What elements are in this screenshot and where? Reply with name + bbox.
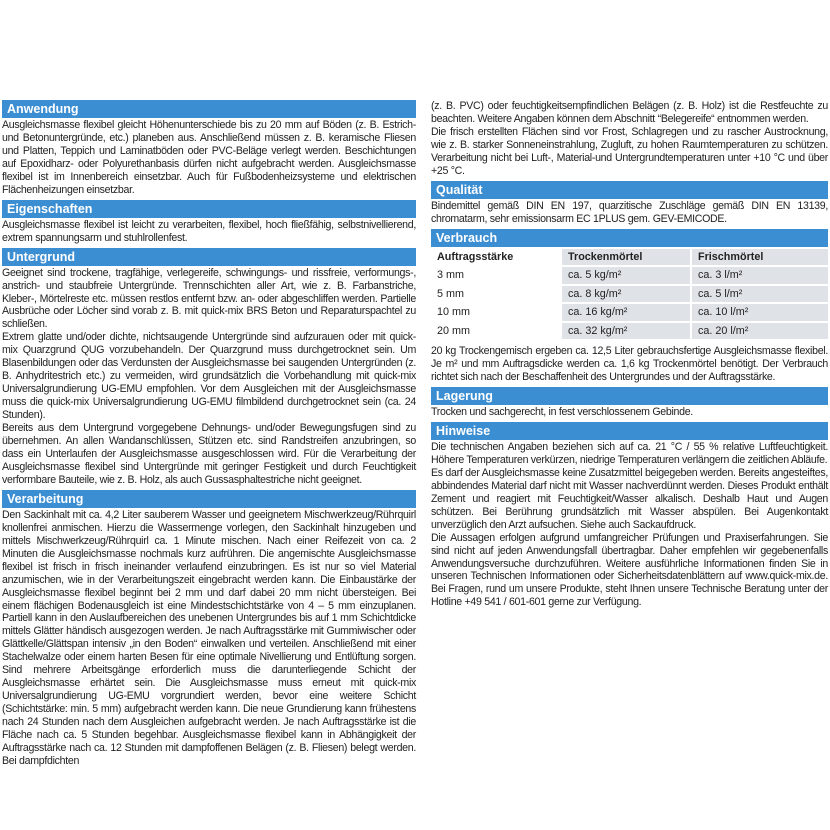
datasheet-page — [0, 100, 830, 830]
right-column — [431, 100, 828, 612]
section-title-untergrund: Untergrund — [2, 248, 416, 266]
anwendung-text: Ausgleichsmasse flexibel gleicht Höhenunterschiede bis zu 20 mm auf Böden (z. B. Estrich- und Betonuntergründe, etc.) planeben aus. Anschließend müssen z. B. keramische Fliesen und Platten, Teppich und Laminatböden oder PVC-Beläge verlegt werden. Beschichtungen auf Epoxidharz- oder Polyurethanbasis dürfen nicht aufgebracht werden. Ausgleichsmasse flexibel ist im Innenbereich einsetzbar. Auch für Fußbodenheizsysteme und elektrischen Flächenheizungen einsetzbar. — [2, 119, 416, 196]
table-row — [431, 266, 828, 285]
section-title-verbrauch: Verbrauch — [431, 229, 828, 247]
table-row — [431, 322, 828, 341]
verarbeitung-continued-text: (z. B. PVC) oder feuchtigkeitsempfindlichen Belägen (z. B. Holz) ist die Restfeuchte zu beachten. Weitere Angaben können dem Abschnitt “Belegereife“ entnommen werden. Die frisch erstellten Flächen sind vor Frost, Schlagregen und zu rascher Austrocknung, wie z. B. starker Sonneneinstrahlung, Zugluft, zu hohen Raumtemperaturen zu schützen. Verarbeitung nicht bei Luft-, Material-und Untergrundtemperaturen unter +10 °C und über +25 °C. — [431, 100, 828, 177]
table-cell: ca. 16 kg/m² — [561, 303, 691, 322]
table-cell: ca. 32 kg/m² — [561, 322, 691, 341]
table-cell: ca. 8 kg/m² — [561, 285, 691, 304]
section-title-qualitaet: Qualität — [431, 181, 828, 199]
table-cell: ca. 5 kg/m² — [561, 266, 691, 285]
verbrauch-text: 20 kg Trockengemisch ergeben ca. 12,5 Liter gebrauchsfertige Ausgleichsmasse flexibel. Je m² und mm Auftragsdicke werden ca. 1,6 kg Trockenmörtel benötigt. Der Verbrauch richtet sich nach der Beschaffenheit des Untergrundes und der Auftragsstärke. — [431, 345, 828, 384]
qualitaet-text: Bindemittel gemäß DIN EN 197, quarzitische Zuschläge gemäß DIN EN 13139, chromatarm, sehr emissionsarm EC 1PLUS gem. GEV-EMICODE. — [431, 199, 828, 225]
table-cell: ca. 10 l/m² — [691, 303, 828, 322]
consumption-table — [431, 249, 828, 342]
table-cell: 3 mm — [431, 266, 561, 285]
table-cell: 5 mm — [431, 285, 561, 304]
section-title-eigenschaften: Eigenschaften — [2, 200, 416, 218]
table-header-row — [431, 249, 828, 267]
section-title-anwendung: Anwendung — [2, 100, 416, 118]
hinweise-text: Die technischen Angaben beziehen sich auf ca. 21 °C / 55 % relative Luftfeuchtigkeit. Höhere Temperaturen verkürzen, niedrige Temperaturen verlängern die zeitlichen Abläufe. Es darf der Ausgleichsmasse keine Zusatzmittel beigegeben werden. Bereits angesteiftes, abbindendes Material darf nicht mit Wasser nachverdünnt werden. Dieses Produkt enthält Zement und reagiert mit Feuchtigkeit/Wasser alkalisch. Deshalb Haut und Augen schützen. Bei Berührung grundsätzlich mit Wasser abspülen. Bei Augenkontakt unverzüglich den Arzt aufsuchen. Siehe auch Sackaufdruck. Die Aussagen erfolgen aufgrund umfangreicher Prüfungen und Praxiserfahrungen. Sie sind nicht auf jeden Anwendungsfall übertragbar. Daher empfehlen wir gegebenenfalls Anwendungsversuche durchzuführen. Weitere ausführliche Informationen finden Sie in unseren Technischen Informationen oder Sicherheitsdatenblättern auf www.quick-mix.de. Bei Fragen, rund um unsere Produkte, steht Ihnen unsere Technische Beratung unter der Hotline +49 541 / 601-601 gerne zur Verfügung. — [431, 440, 828, 609]
table-header-cell: Auftragsstärke — [431, 249, 561, 267]
lagerung-text: Trocken und sachgerecht, in fest verschlossenem Gebinde. — [431, 405, 693, 418]
section-title-hinweise: Hinweise — [431, 422, 828, 440]
table-cell: ca. 5 l/m² — [691, 285, 828, 304]
table-cell: 10 mm — [431, 303, 561, 322]
table-cell: 20 mm — [431, 322, 561, 341]
verarbeitung-text: Den Sackinhalt mit ca. 4,2 Liter sauberem Wasser und geeignetem Mischwerkzeug/Rührquirl knollenfrei anmischen. Hierzu die Wassermenge vorlegen, den Sackinhalt hinzugeben und mittels Mischwerkzeug/Rührquirl ca. 1 Minute mischen. Nach einer Reifezeit von ca. 2 Minuten die Ausgleichsmasse nochmals kurz aufrühren. Die angemischte Ausgleichsmasse flexibel ist frisch in frisch ineinander verlaufend einzubringen. Es ist nur so viel Material anzumischen, wie in der Verarbeitungszeit eingebracht werden kann. Die Einbaustärke der Ausgleichsmasse flexibel beginnt bei 2 mm und darf dabei 20 mm nicht übersteigen. Bei einem flächigen Bodenausgleich ist eine Mindestschichtstärke von 4 – 5 mm einzuplanen. Partiell kann in den Auslaufbereichen des unebenen Untergrundes bis auf 1 mm Schichtdicke mittels Glätter händisch ausgezogen werden. Je nach Auftragsstärke mit Gummiwischer oder Glättkelle/Glättspan intensiv „in den Boden“ einwalken und verteilen. Anschließend mit einer Stachelwalze oder einem harten Besen für eine optimale Nivellierung und Entlüftung sorgen. Sind mehrere Arbeitsgänge erforderlich muss die darunterliegende Schicht der Ausgleichsmasse erhärtet sein. Die Ausgleichsmasse muss erneut mit quick-mix Universalgrundierung UG-EMU vorgrundiert werden, bevor eine weitere Schicht (Schichtstärke: min. 5 mm) aufgebracht werden kann. Die neue Grundierung kann frühestens nach 24 Stunden nach dem Ausgleichen aufgebracht werden. Je nach Auftragsstärke ist die Fläche nach ca. 5 Stunden begehbar. Ausgleichsmasse flexibel kann in Abhängigkeit der Auftragsstärke nach ca. 12 Stunden mit dampfoffenen Belägen (z. B. Fliesen) belegt werden. Bei dampfdichten — [2, 508, 416, 767]
table-row — [431, 285, 828, 304]
table-header-cell: Trockenmörtel — [561, 249, 691, 267]
table-cell: ca. 3 l/m² — [691, 266, 828, 285]
table-row — [431, 303, 828, 322]
table-cell: ca. 20 l/m² — [691, 322, 828, 341]
untergrund-text: Geeignet sind trockene, tragfähige, verlegereife, schwingungs- und rissfreie, verformungs-, anstrich- und staubfreie Untergründe. Trennschichten aller Art, wie z. B. Farbanstriche, Kleber-, Mörtelreste etc. müssen restlos entfernt bzw. an- oder abgeschliffen werden. Partielle Ausbrüche oder Löcher sind vorab z. B. mit quick-mix BRS Beton und Reparaturspachtel zu schließen. Extrem glatte und/oder dichte, nichtsaugende Untergründe sind aufzurauen oder mit quick-mix Quarzgrund QUG vorzubehandeln. Der Quarzgrund muss durchgetrocknet sein. Um Blasenbildungen oder das Verdunsten der Ausgleichsmasse bei saugenden Untergründen (z. B. Anhydritestrich etc.) zu vermeiden, wird grundsätzlich die Vorbehandlung mit quick-mix Universalgrundierung UG-EMU empfohlen. Vor dem Ausgleichen mit der Ausgleichsmasse muss die quick-mix Universalgrundierung UG-EMU filmbildend durchgetrocknet sein (ca. 24 Stunden). Bereits aus dem Untergrund vorgegebene Dehnungs- und/oder Bewegungsfugen sind zu übernehmen. An allen Wandanschlüssen, Stützen etc. sind Randstreifen anzubringen, so dass ein Unterlaufen der Ausgleichsmasse ausgeschlossen wird. Für die Verarbeitung der Ausgleichsmasse flexibel sind Untergründe mit geringer Festigkeit und durch Feuchtigkeit verformbare Bauteile, wie z. B. Holz, als auch Gussasphaltestriche nicht geeignet. — [2, 266, 416, 486]
table-header-cell: Frischmörtel — [691, 249, 828, 267]
eigenschaften-text: Ausgleichsmasse flexibel ist leicht zu verarbeiten, flexibel, hoch fließfähig, selbstnivellierend, extrem spannungsarm und stuhlrollenfest. — [2, 218, 416, 244]
section-title-verarbeitung: Verarbeitung — [2, 490, 416, 508]
left-column — [2, 100, 416, 771]
section-title-lagerung: Lagerung — [431, 387, 828, 405]
